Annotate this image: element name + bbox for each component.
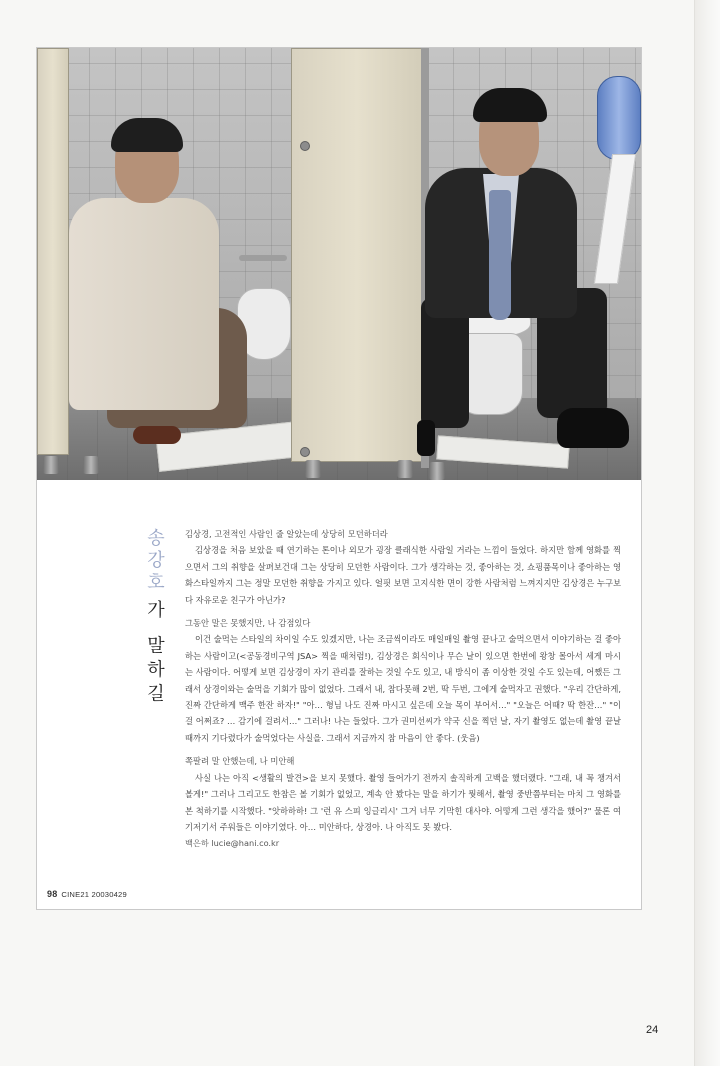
- stall-leg: [429, 462, 445, 480]
- person-left-jacket: [69, 198, 219, 410]
- folio-page-number: 98: [47, 889, 58, 899]
- stall-leg: [397, 460, 413, 478]
- flush-pipe: [239, 255, 287, 261]
- stall-leg: [83, 456, 99, 474]
- byline-title: 가 말하길: [144, 600, 165, 708]
- section-paragraph: 사실 나는 아직 <생활의 발견>을 보지 못했다. 촬영 들어가기 전까지 솔직하게 고백을 했더랬다. "그래, 내 꼭 챙겨서 볼게!" 그러나 그리고도 한참은 볼 기회가 없었고, 계속 안 봤다는 말을 하기가 뭣해서, 촬영 중반쯤부터는 마치 그 영화를 본 척하기를 시작했다. "앗하하하! 그 '런 유 스피 잉글리시' 그거 너무 기막힌 대사야. 어떻게 그런 생각을 했어?" 물론 여기저기서 주워들은 이야기였다. 아… 미안하다, 상경아. 나 아직도 못 봤다.: [185, 772, 621, 832]
- person-right-hair: [473, 88, 547, 122]
- byline-name: 송강호: [144, 528, 165, 594]
- toilet-paper-strip: [594, 154, 636, 284]
- toilet-paper-dispenser: [597, 76, 641, 160]
- section-heading: 그동안 말은 못했지만, 나 감점있다: [185, 618, 311, 629]
- door-hinge: [300, 447, 310, 457]
- person-left-shoe: [133, 426, 181, 444]
- folio-magazine: CINE21 20030429: [61, 890, 127, 899]
- vertical-byline: [139, 528, 169, 708]
- door-hinge: [300, 141, 310, 151]
- person-left-hair: [111, 118, 183, 152]
- section-heading: 쪽팔려 말 안했는데, 나 미안해: [185, 756, 295, 767]
- stall-door-middle: [291, 48, 423, 462]
- scan-page-number: 24: [646, 1024, 659, 1036]
- article-body: [185, 526, 621, 852]
- person-right-tie: [489, 190, 511, 320]
- author-credit: 백은하 lucie@hani.co.kr: [185, 838, 280, 849]
- stall-door-left: [37, 48, 69, 455]
- person-right-shoe: [557, 408, 629, 448]
- stall-leg: [43, 456, 59, 474]
- section-paragraph: 김상경을 처음 보았을 때 연기하는 톤이나 외모가 굉장 클래식한 사람일 거라는 느낌이 들었다. 하지만 함께 영화를 찍으면서 그의 취향을 살펴보건대 그는 상당히 모던한 사람이다. 그가 생각하는 것, 좋아하는 것, 쇼핑품목이나 좋아하는 영화스타일까지 그는 정말 모던한 취향을 가지고 있다. 얼핏 보면 고지식한 면이 강한 사람처럼 느껴지지만 김상경은 누구보다 자유로운 친구가 아닌가?: [185, 545, 621, 605]
- section-paragraph: 이건 술먹는 스타일의 차이일 수도 있겠지만, 나는 조금씩이라도 매일매일 촬영 끝나고 술먹으면서 이야기하는 걸 좋아하는 사람이고(<공동경비구역 JSA> 찍을 때처럼!), 김상경은 회식이나 무슨 날이 있으면 한번에 왕창 몰아서 세게 마시는 사람이다. 어떻게 보면 김상경이 자기 관리를 잘하는 것일 수도 있고, 내 방식이 좀 이상한 것일 수도 있는데, 어쨌든 그래서 상경이와는 술먹을 기회가 많이 없었다. 그래서 내, 참다못해 2번, 딱 두번, 그에게 술먹자고 권했다. "우리 간단하게, 진짜 간단하게 맥주 한잔 하자!" "아… 형님 나도 진짜 마시고 싶은데 오늘 목이 부어서…" "오늘은 어때? 딱 한잔…" "이걸 어쩌죠? … 감기에 걸려서…" 그러나! 나는 들었다. 그가 권미선씨가 약국 신을 찍던 날, 자기 촬영도 없는데 촬영 끝날 때까지 기다렸다가 술먹었다는 사실을. 그래서 지금까지 참 마음이 안 좋다. (웃음): [185, 634, 621, 743]
- magazine-page: [36, 47, 642, 910]
- person-right-shoe: [417, 420, 435, 456]
- stall-leg: [305, 460, 321, 478]
- scan-page-edge: [694, 0, 720, 1066]
- page-folio: [47, 889, 127, 899]
- section-heading: 김상경, 고전적인 사람인 줄 알았는데 상당히 모던하더라: [185, 529, 388, 539]
- article-photo: [37, 48, 641, 480]
